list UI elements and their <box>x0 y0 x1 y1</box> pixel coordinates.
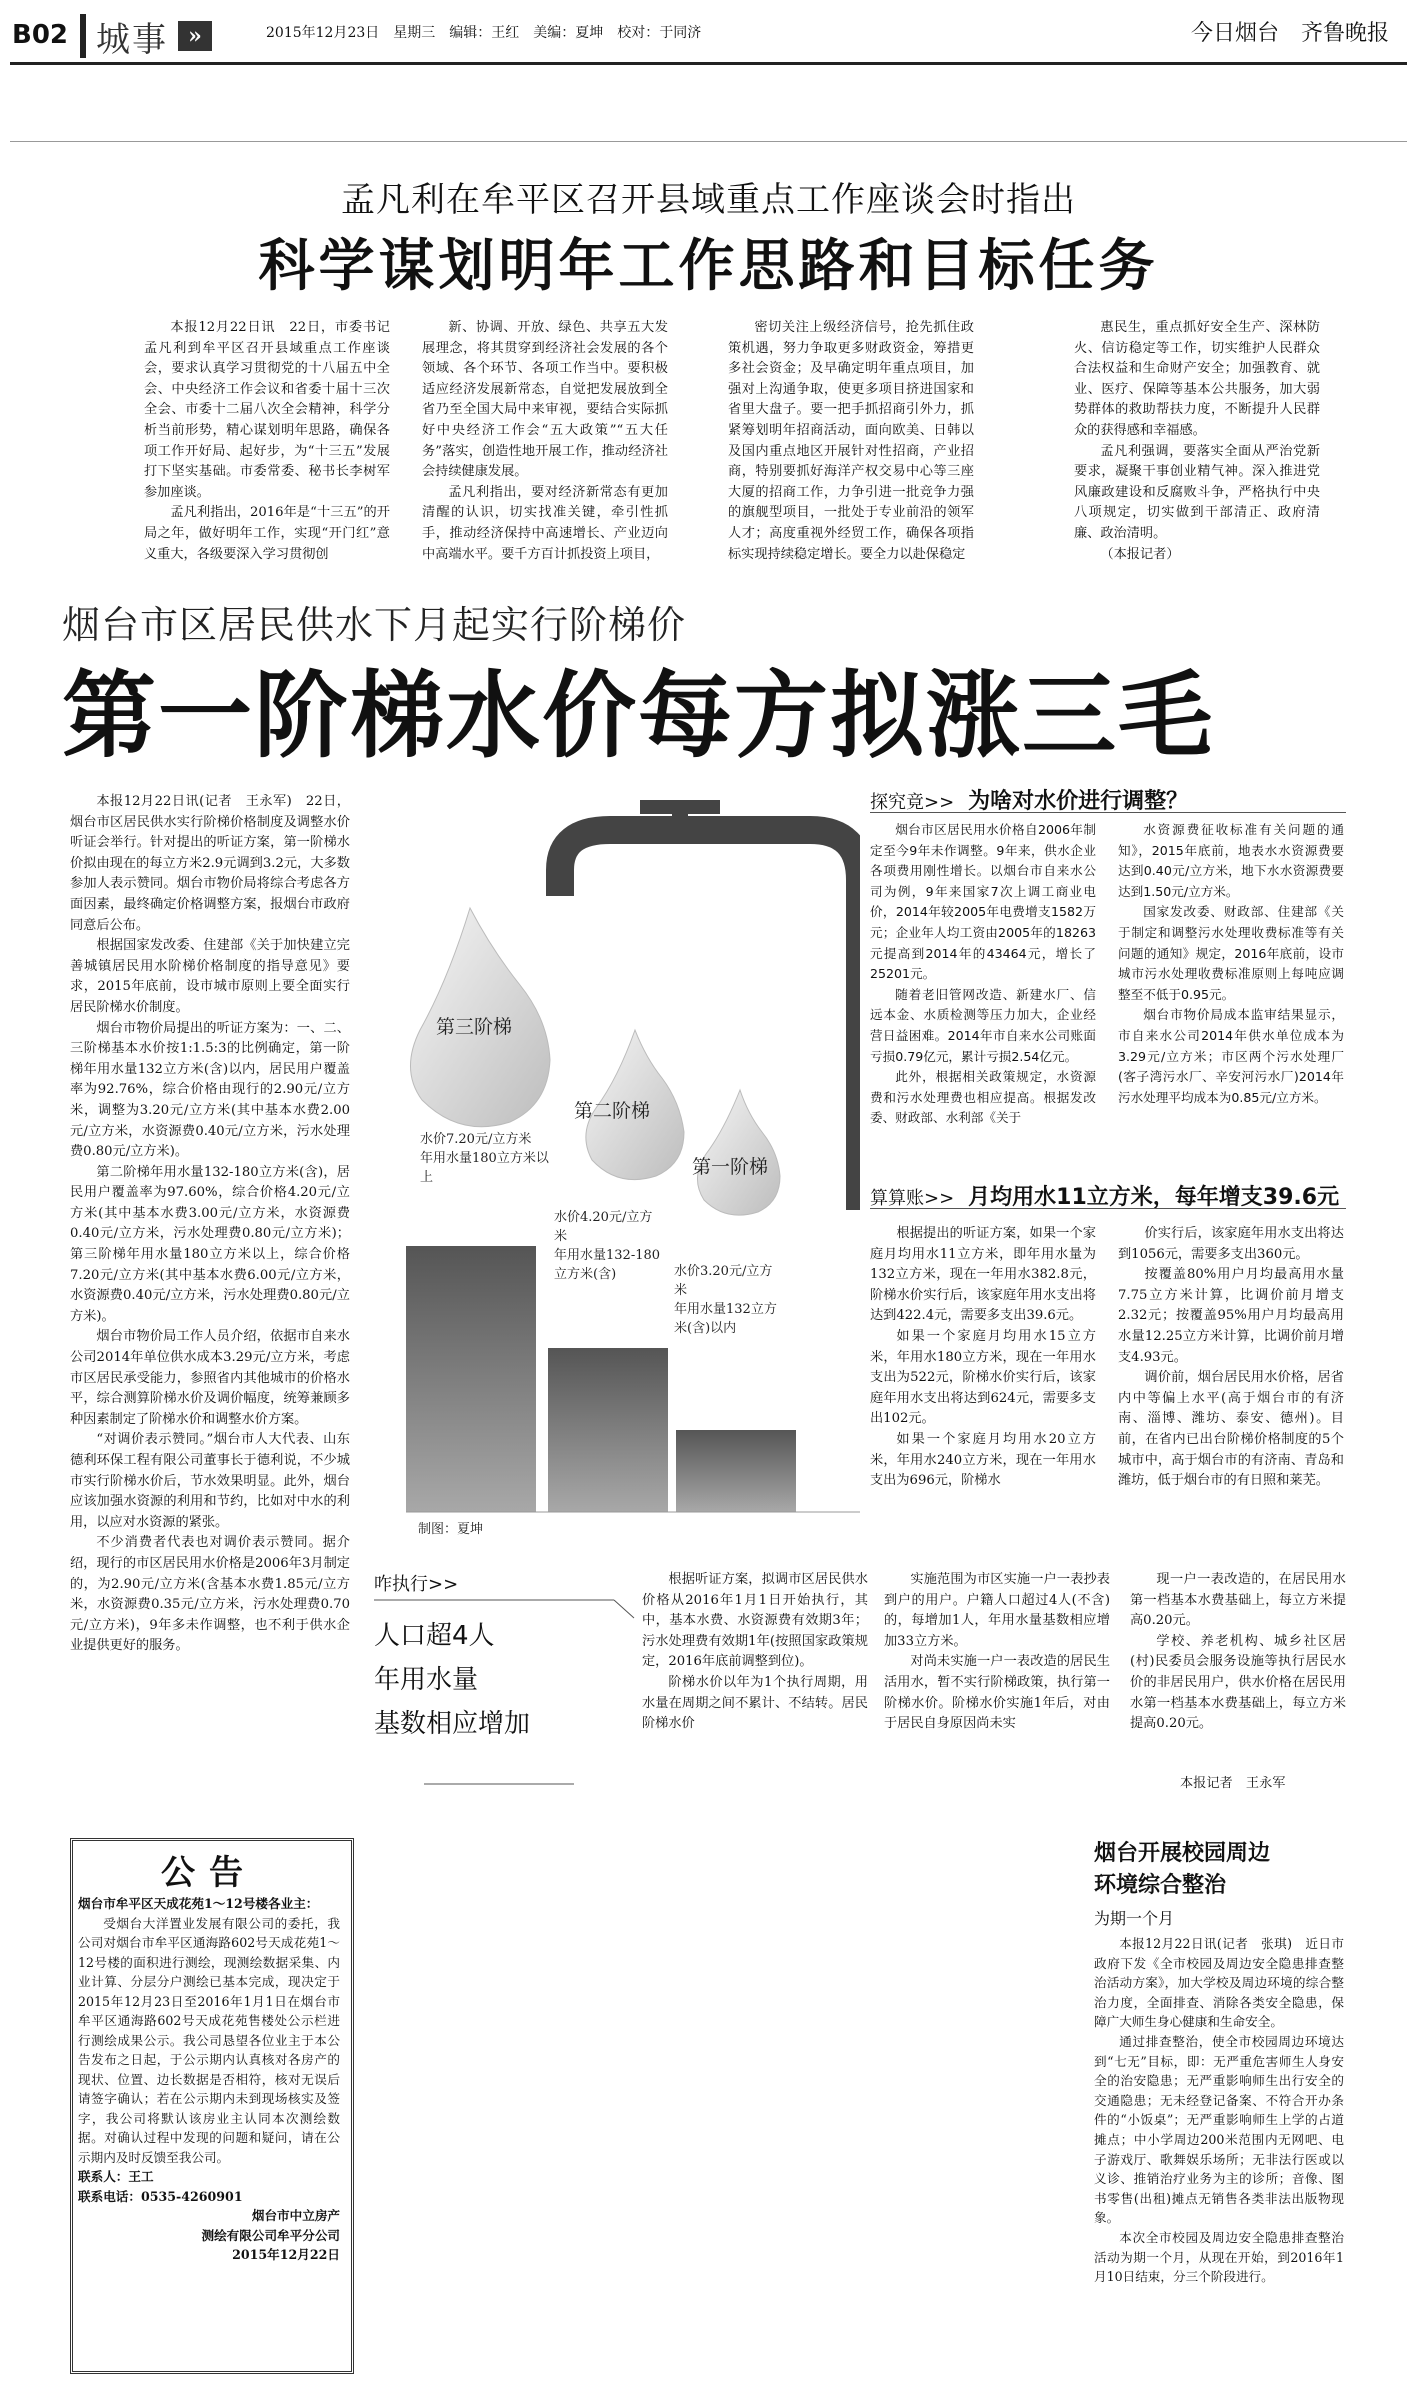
paragraph: 第二阶梯年用水量132-180立方米(含)，居民用户覆盖率为97.60%，综合价格4.20元/立方米(其中基本水费3.00元/立方米，水资源费0.40元/立方米，污水处理费0.80元/立方米)；第三阶梯年用水量180立方米以上，综合价格7.20元/立方米(其中基本水费6.00元/立方米，水资源费0.40元/立方米，污水处理费0.80元/立方米)。 <box>70 1164 350 1324</box>
paragraph: 调价前，烟台居民用水价格，居省内中等偏上水平(高于烟台市的有济南、淄博、潍坊、泰安、德州)。目前，在省内已出台阶梯价格制度的5个城市中，高于烟台市的有济南、青岛和潍坊，低于烟台市的有日照和莱芜。 <box>1118 1370 1344 1489</box>
article1-column-2 <box>422 318 668 570</box>
tier3-note: 水价7.20元/立方米 年用水量180立方米以上 <box>420 1132 549 1185</box>
paragraph: 根据听证方案，拟调市区居民供水价格从2016年1月1日开始执行，其中，基本水费、水资源费有效期3年；污水处理费有效期1年(按照国家政策规定，2016年底前调整到位)。 <box>642 1572 868 1670</box>
why-label: 探究竟>> <box>870 792 955 813</box>
tier1-column <box>676 1430 796 1512</box>
exec-line-1: 人口超4人 <box>374 1621 495 1651</box>
edition-info: 2015年12月23日 星期三 编辑：王红 美编：夏坤 校对：于同济 <box>266 25 702 41</box>
notice-company-2: 测绘有限公司牟平分公司 <box>201 2227 340 2243</box>
article2-left-column <box>70 792 350 1802</box>
notice-addressee: 烟台市牟平区天成花苑1～12号楼各业主： <box>78 1896 319 1911</box>
paragraph: 通过排查整治，使全市校园周边环境达到“七无”目标，即：无严重危害师生人身安全的治安隐患；无严重影响师生出行安全的交通隐患；无未经登记备案、不符合开办条件的“小饭桌”；无严重影响师生上学的占道摊点；中小学周边200米范围内无网吧、电子游戏厅、歌舞娱乐场所；无非法行医或以义诊、推销治疗业务为主的诊所；音像、图书零售(出租)摊点无销售各类非法出版物现象。 <box>1094 2033 1344 2226</box>
why-column-2 <box>1118 820 1344 1142</box>
faucet-stem <box>672 810 688 832</box>
exec-byline: 本报记者 王永军 <box>1180 1776 1286 1791</box>
paragraph: 此外，根据相关政策规定，水资源费和污水处理费也相应提高。根据发改委、财政部、水利部《关于 <box>870 1069 1096 1126</box>
paragraph: 学校、养老机构、城乡社区居(村)民委员会服务设施等执行居民水价的非居民用户，供水价格在居民用水第一档基本水费基础上，每立方米提高0.20元。 <box>1130 1633 1346 1732</box>
paragraph: 按覆盖80%用户月均最高用水量7.75立方米计算，比调价前月增支2.32元；按覆盖95%用户月均最高用水量12.25立方米计算，比调价前月增支4.93元。 <box>1118 1267 1344 1365</box>
exec-line-2: 年用水量 <box>374 1665 479 1695</box>
paragraph: 水资源费征收标准有关问题的通知》，2015年底前，地表水水资源费要达到0.40元/立方米，地下水水资源费要达到1.50元/立方米。 <box>1118 822 1344 899</box>
paragraph: 根据国家发改委、住建部《关于加快建立完善城镇居民用水阶梯价格制度的指导意见》要求，2015年底前，设市城市原则上要全面实行居民阶梯水价制度。 <box>70 938 350 1015</box>
header-rule <box>10 62 1407 65</box>
notice-body-wrap <box>78 1894 340 2364</box>
paragraph: 本报12月22日讯(记者 王永军) 22日，烟台市区居民供水实行阶梯价格制度及调整水价听证会举行。针对提出的听证方案，第一阶梯水价拟由现在的每立方米2.9元调到3.2元，大多数参加人表示赞同。烟台市物价局将综合考虑各方面因素，最终确定价格调整方案，报烟台市政府同意后公布。 <box>70 794 350 933</box>
calc-section-header <box>870 1180 1339 1211</box>
article1-column-4 <box>1074 318 1320 570</box>
notice-company-1: 烟台市中立房产 <box>251 2208 340 2223</box>
page-number: B02 <box>12 20 68 50</box>
paragraph: 烟台市物价局提出的听证方案为：一、二、三阶梯基本水价按1:1.5:3的比例确定，第一阶梯年用水量132立方米(含)以内，居民用户覆盖率为92.76%，综合价格由现行的2.90元/立方米，调整为3.20元/立方米(其中基本水费2.00元/立方米，水资源费0.40元/立方米，污水处理费0.80元/立方米)。 <box>70 1020 350 1160</box>
why-column-1 <box>870 820 1096 1142</box>
paragraph: 孟凡利指出，要对经济新常态有更加清醒的认识，切实找准关键，牵引性抓手，推动经济保持中高速增长、产业迈向中高端水平。要千方百计抓投资上项目， <box>422 484 668 562</box>
paragraph: 密切关注上级经济信号，抢先抓住政策机遇，努力争取更多财政资金，筹措更多社会资金；及早确定明年重点项目，加强对上沟通争取，使更多项目挤进国家和省里大盘子。要一把手抓招商引外力，抓紧筹划明年招商活动，面向欧美、日韩以及国内重点地区开展针对性招商，产业招商，特别要抓好海洋产权交易中心等三座大厦的招商工作，力争引进一批竞争力强的旗舰型项目，一批处于专业前沿的领军人才；高度重视外经贸工作，确保各项指标实现持续稳定增长。要全力以赴保稳定 <box>728 320 974 562</box>
notice-date: 2015年12月22日 <box>232 2247 340 2262</box>
exec-column-2 <box>884 1570 1110 1800</box>
why-rule <box>870 812 1346 813</box>
section-name: 城事 <box>96 19 168 60</box>
paragraph: 对尚未实施一户一表改造的居民生活用水，暂不实行阶梯政策，执行第一阶梯水价。阶梯水价实施1年后，对由于居民自身原因尚未实 <box>884 1654 1110 1732</box>
why-section-header <box>870 784 1188 815</box>
paragraph: 价实行后，该家庭年用水支出将达到1056元，需要多支出360元。 <box>1118 1226 1344 1262</box>
calc-title: 月均用水11立方米，每年增支39.6元 <box>968 1185 1340 1210</box>
paragraph: （本报记者） <box>1100 546 1180 562</box>
article1-column-3 <box>728 318 974 570</box>
paragraph: 烟台市区居民用水价格自2006年制定至今9年未作调整。9年来，供水企业各项费用刚性增长。以烟台市自来水公司为例，9年来国家7次上调工商业电价，2014年较2005年电费增支1582万元；企业年人均工资由2005年的18263元提高到2014年的43464元，增长了25201元。 <box>870 822 1096 982</box>
paragraph: 本报12月22日讯 22日，市委书记孟凡利到牟平区召开县域重点工作座谈会，要求认真学习贯彻党的十八届五中全会、中央经济工作会议和省委十届十三次全会、市委十二届八次全会精神，科学分析当前形势，精心谋划明年思路，确保各项工作开好局、起好步，为“十三五”发展打下坚实基础。市委常委、秘书长李树军参加座谈。 <box>144 320 390 500</box>
exec-column-1 <box>642 1570 868 1800</box>
article2-subtitle: 烟台市区居民供水下月起实行阶梯价 <box>62 603 687 647</box>
tier3-column <box>406 1246 536 1512</box>
paragraph: 新、协调、开放、绿色、共享五大发展理念，将其贯穿到经济社会发展的各个领域、各个环节、各项工作当中。要积极适应经济发展新常态，自觉把发展放到全省乃至全国大局中来审视，要结合实际抓好中央经济工作会“五大政策”“五大任务”落实，创造性地开展工作，推动经济社会持续健康发展。 <box>422 320 668 480</box>
article3-body <box>1094 1934 1344 2370</box>
paragraph: 烟台市物价局成本监审结果显示，市自来水公司2014年供水单位成本为3.29元/立方米；市区两个污水处理厂(客子湾污水厂、辛安河污水厂)2014年污水处理平均成本为0.85元/立方米。 <box>1118 1007 1344 1105</box>
tier2-note: 水价4.20元/立方米 年用水量132-180立方米(含) <box>554 1210 661 1282</box>
paragraph: 烟台市物价局工作人员介绍，依据市自来水公司2014年单位供水成本3.29元/立方米，考虑市区居民承受能力，参照省内其他城市的价格水平，综合测算阶梯水价及调价幅度，统筹兼顾多种因素制定了阶梯水价和调整水价方案。 <box>70 1329 350 1427</box>
tier3-label: 第三阶梯 <box>436 1016 513 1038</box>
calc-column-2 <box>1118 1224 1344 1528</box>
paragraph: “对调价表示赞同。”烟台市人大代表、山东德利环保工程有限公司董事长于德利说，不少城市实行阶梯水价后，节水效果明显。此外，烟台应该加强水资源的利用和节约，比如对中水的利用，以应对水资源的紧张。 <box>70 1432 350 1530</box>
paragraph: 本次全市校园及周边安全隐患排查整治活动为期一个月，从现在开始，到2016年1月10日结束，分三个阶段进行。 <box>1094 2229 1344 2285</box>
paragraph: 孟凡利强调，要落实全面从严治党新要求，凝聚干事创业精气神。深入推进党风廉政建设和反腐败斗争，严格执行中央八项规定，切实做到干部清正、政府清廉、政治清明。 <box>1074 443 1320 541</box>
figure-credit: 制图：夏坤 <box>418 1522 484 1537</box>
paragraph: 本报12月22日讯(记者 张琪) 近日市政府下发《全市校园及周边安全隐患排查整治活动方案》，加大学校及周边环境的综合整治力度，全面排查、消除各类安全隐患，保障广大师生身心健康和生命安全。 <box>1094 1936 1344 2030</box>
exec-line-3: 基数相应增加 <box>374 1709 531 1739</box>
exec-label: 咋执行>> <box>374 1574 459 1595</box>
calc-rule <box>870 1208 1346 1209</box>
tier2-column <box>548 1348 668 1512</box>
tier1-note: 水价3.20元/立方米 年用水量132立方米(含)以内 <box>674 1264 777 1336</box>
article1-title: 科学谋划明年工作思路和目标任务 <box>258 233 1159 299</box>
paragraph: 阶梯水价以年为1个执行周期，用水量在周期之间不累计、不结转。居民阶梯水价 <box>642 1674 868 1732</box>
paragraph: 如果一个家庭月均用水15立方米，年用水180立方米，现在一年用水支出为522元，阶梯水价实行后，该家庭年用水支出将达到624元，需要多支出102元。 <box>870 1328 1096 1427</box>
paragraph: 根据提出的听证方案，如果一个家庭月均用水11立方米，即年用水量为132立方米，现在一年用水382.8元，阶梯水价实行后，该家庭年用水支出将达到422.4元，需要多支出39.6元。 <box>870 1226 1096 1324</box>
article1-column-1 <box>144 318 390 570</box>
paragraph: 不少消费者代表也对调价表示赞同。据介绍，现行的市区居民用水价格是2006年3月制定的，为2.90元/立方米(含基本水费1.85元/立方米，水资源费0.35元/立方米，污水处理费0.70元/立方米)，9年多未作调整，也不利于供水企业提供更好的服务。 <box>70 1535 350 1654</box>
paragraph: 惠民生，重点抓好安全生产、深林防火、信访稳定等工作，切实维护人民群众合法权益和生命财产安全；加强教育、就业、医疗、保障等基本公共服务，加大弱势群体的救助帮扶力度，不断提升人民群众的获得感和幸福感。 <box>1074 320 1320 438</box>
paragraph: 如果一个家庭月均用水20立方米，年用水240立方米，现在一年用水支出为696元，阶梯水 <box>870 1431 1096 1489</box>
tier2-label: 第二阶梯 <box>574 1100 651 1122</box>
notice-body: 受烟台大洋置业发展有限公司的委托，我公司对烟台市牟平区通海路602号天成花苑1～12号楼的面积进行测绘，现测绘数据采集、内业计算、分层分户测绘已基本完成，现决定于2015年12月23日至2016年1月1日在烟台市牟平区通海路602号天成花苑售楼处公示栏进行测绘成果公示。我公司恳望各位业主于本公告发布之日起，于公示期内认真核对各房产的现状、位置、边长数据是否相符，核对无误后请签字确认；若在公示期内未到现场核实及签字，我公司将默认该房业主认同本次测绘数据。对确认过程中发现的问题和疑问，请在公示期内及时反馈至我公司。 <box>78 1915 340 2165</box>
calc-label: 算算账>> <box>870 1188 955 1209</box>
newspaper-name: 今日烟台 齐鲁晚报 <box>1190 21 1389 46</box>
section-label-box <box>80 14 241 58</box>
header-rule-thin <box>10 141 1407 142</box>
article3-title <box>1094 1838 1270 1902</box>
faucet-spout <box>546 876 574 896</box>
exec-bracket <box>374 1598 644 1798</box>
paragraph: 现一户一表改造的，在居民用水第一档基本水费基础上，每立方米提高0.20元。 <box>1130 1572 1346 1629</box>
notice-title: 公告 <box>161 1853 257 1893</box>
paragraph: 实施范围为市区实施一户一表抄表到户的用户。户籍人口超过4人(不含)的，每增加1人，年用水量基数相应增加33立方米。 <box>884 1572 1110 1649</box>
article1-subtitle: 孟凡利在牟平区召开县域重点工作座谈会时指出 <box>341 180 1076 220</box>
exec-column-3 <box>1130 1570 1346 1770</box>
notice-contact: 联系人：王工 <box>78 2169 154 2184</box>
paragraph: 孟凡利指出，2016年是“十三五”的开局之年，做好明年工作，实现“开门红”意义重大，各级要深入学习贯彻创 <box>144 505 390 562</box>
article2-title: 第一阶梯水价每方拟涨三毛 <box>62 662 1215 771</box>
paragraph: 随着老旧管网改造、新建水厂、信远本金、水质检测等压力加大，企业经营日益困难。2014年市自来水公司账面亏损0.79亿元，累计亏损2.54亿元。 <box>870 986 1096 1064</box>
tier1-label: 第一阶梯 <box>692 1156 769 1178</box>
calc-column-1 <box>870 1224 1096 1528</box>
notice-phone: 联系电话：0535-4260901 <box>78 2188 243 2204</box>
why-title: 为啥对水价进行调整？ <box>968 789 1189 814</box>
article3-subtitle: 为期一个月 <box>1094 1909 1175 1928</box>
double-chevron-right-icon: » <box>178 21 212 51</box>
paragraph: 国家发改委、财政部、住建部《关于制定和调整污水处理收费标准等有关问题的通知》规定，2016年底前，设市城市污水处理收费标准原则上每吨应调整至不低于0.95元。 <box>1118 904 1344 1002</box>
article3-title-line-1: 烟台开展校园周边 <box>1094 1841 1271 1866</box>
article3-title-line-2: 环境综合整治 <box>1094 1873 1227 1898</box>
